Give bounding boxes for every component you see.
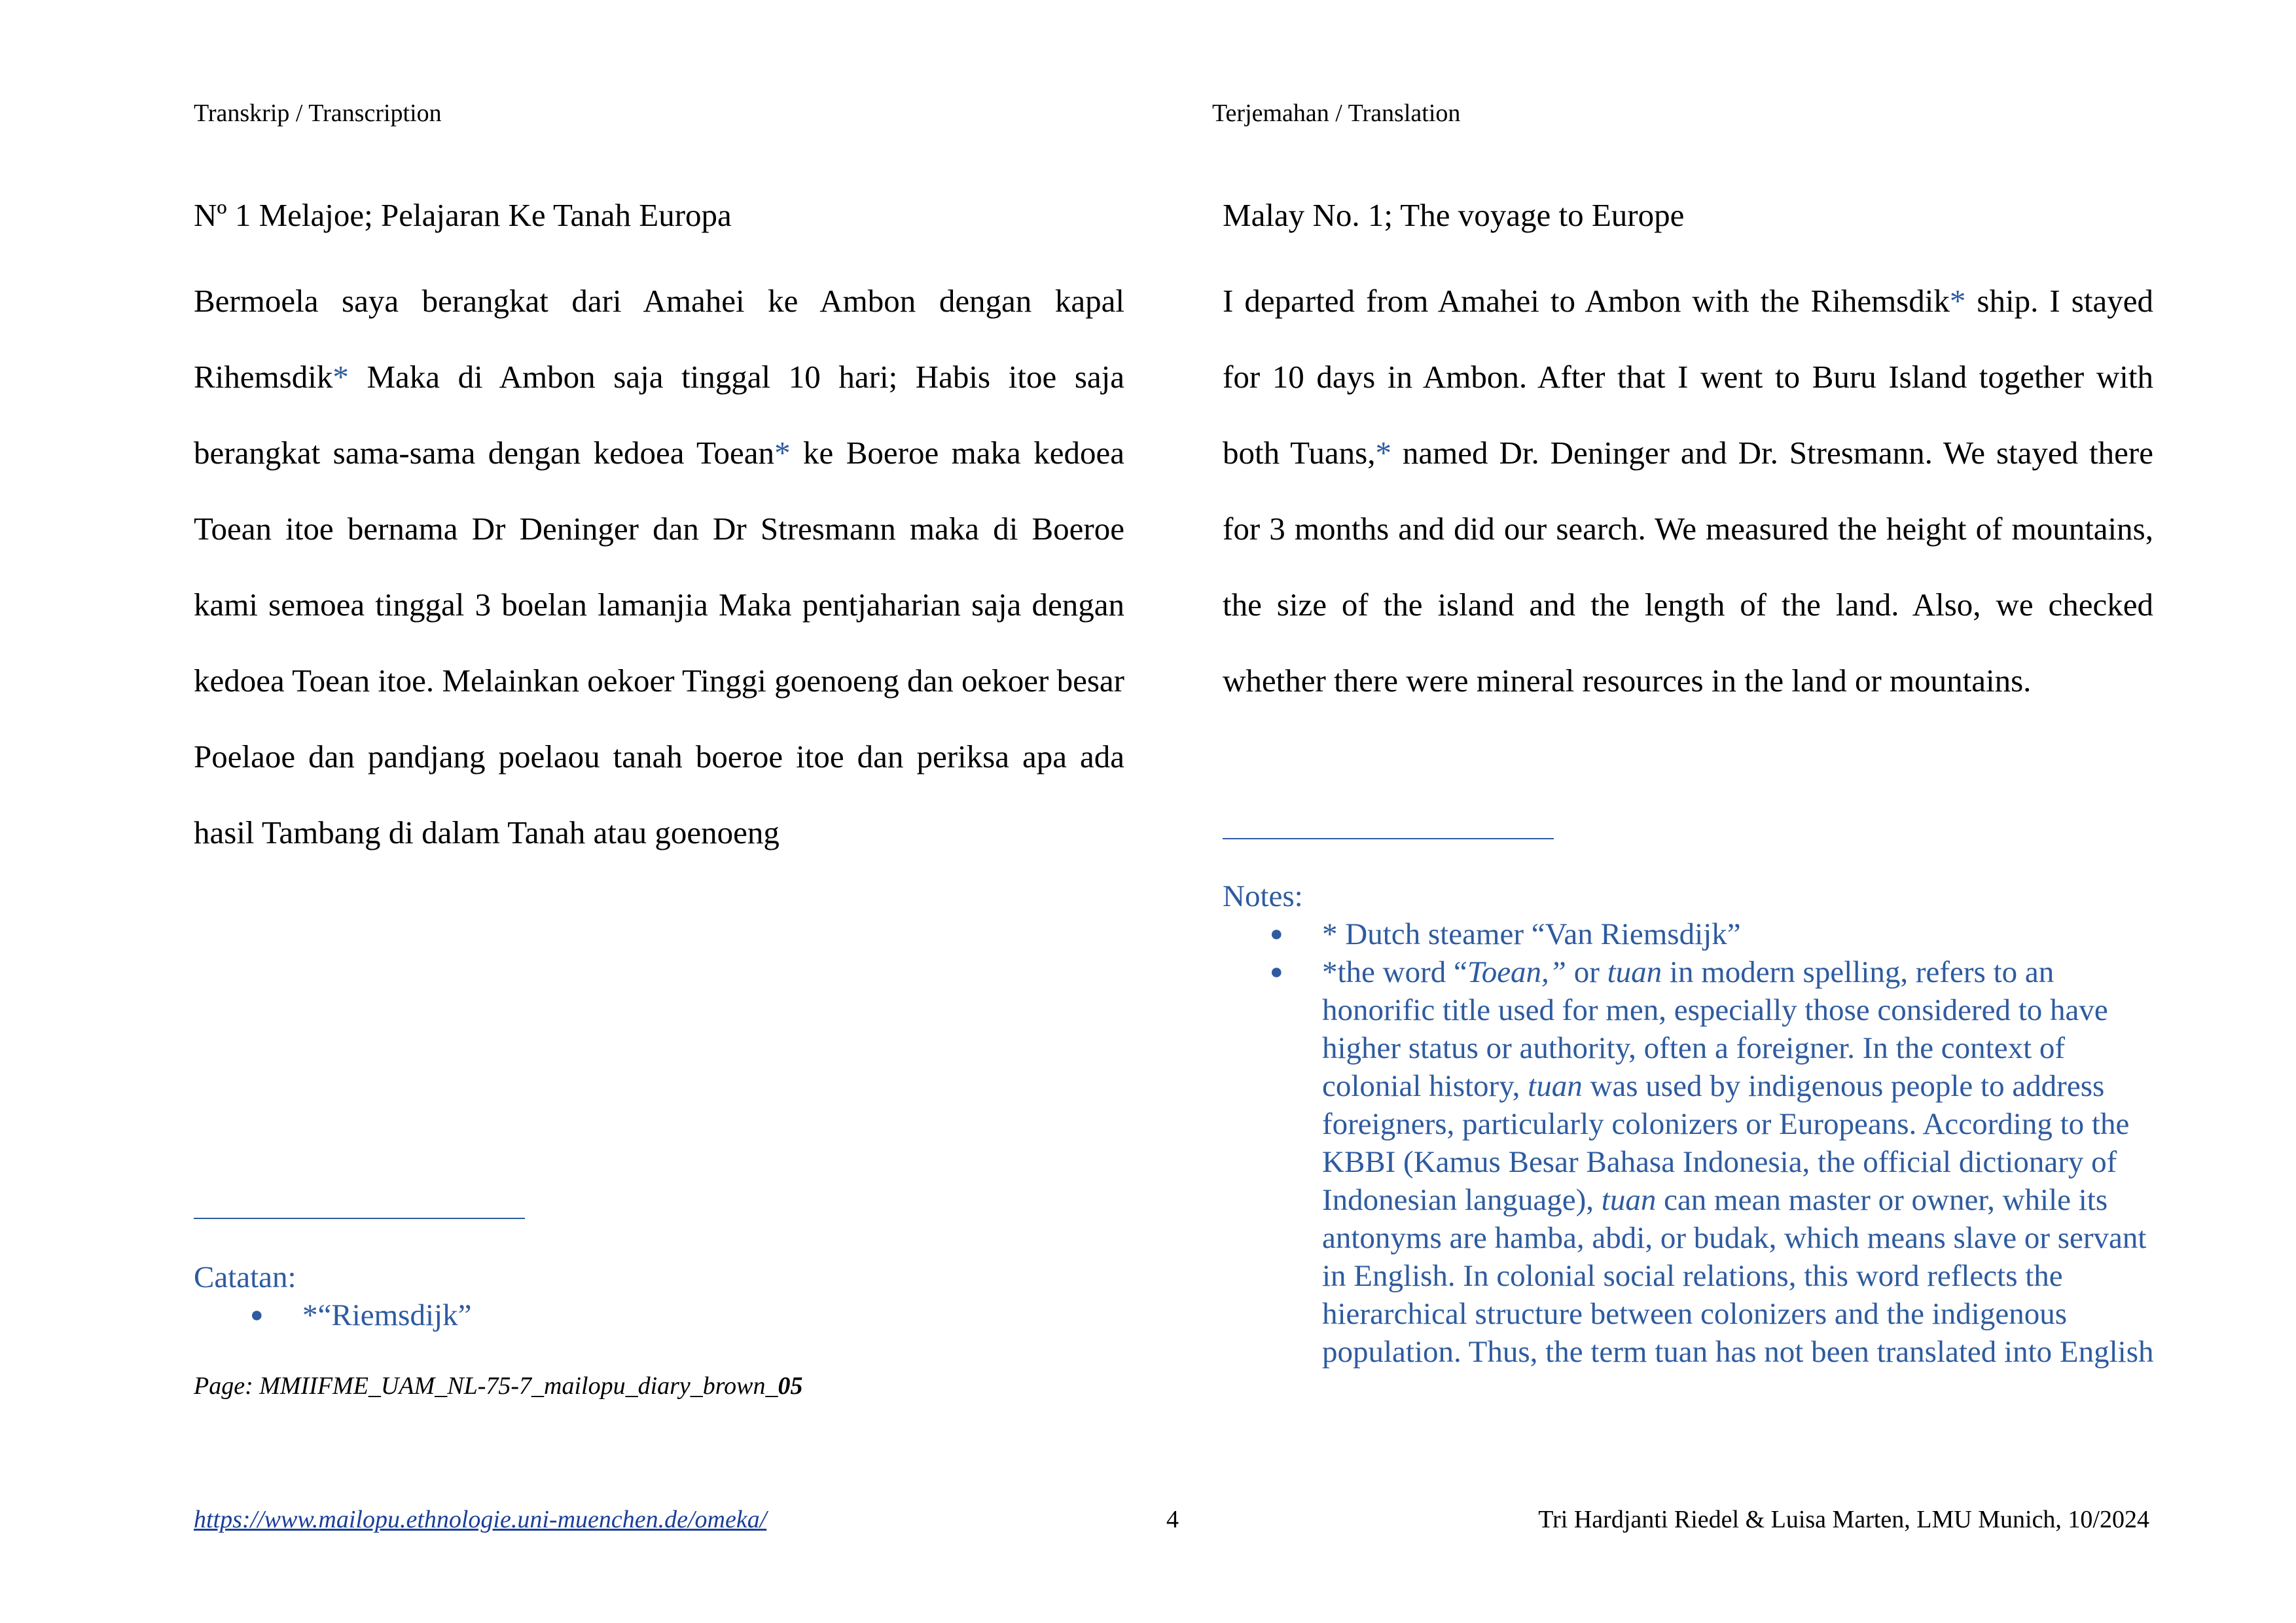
- note-italic-term: tuan: [1528, 1069, 1583, 1103]
- page-reference-prefix: Page: MMIIFME_UAM_NL-75-7_mailopu_diary_brown_: [194, 1372, 778, 1400]
- notes-label-left: Catatan:: [194, 1260, 296, 1294]
- note-item: [250, 1296, 1121, 1334]
- notes-divider-left: [194, 1218, 525, 1219]
- footer-link-container: [194, 1503, 766, 1536]
- translation-column: [1223, 191, 2153, 719]
- translation-title: Malay No. 1; The voyage to Europe: [1223, 197, 1685, 233]
- note-italic-term: Toean,”: [1467, 955, 1566, 989]
- note-text: *the word “: [1322, 955, 1467, 989]
- translation-text-2: ship. I stayed for 10 days in Ambon. After that I went to Buru Island together with both Tuans,: [1223, 283, 2153, 471]
- transcription-column: [194, 191, 1124, 871]
- note-text: was used by indigenous people to address foreigners, particularly colonizers or Europeans. According to the KBBI (Kamus Besar Bahasa Indonesia, the official dictionary of Indonesian language),: [1322, 1069, 2130, 1217]
- transcription-text-2: Maka di Ambon saja tinggal 10 hari; Habis itoe saja berangkat sama-sama dengan kedoea Toean: [194, 359, 1124, 471]
- footnote-marker: *: [1375, 435, 1391, 471]
- page-reference: [194, 1370, 803, 1402]
- translation-text-3: named Dr. Deninger and Dr. Stresmann. We stayed there for 3 months and did our search. We measured the height of mountains, the size of the island and the length of the land. Also, we checked whether there were mineral resources in the land or mountains.: [1223, 435, 2153, 699]
- note-text: in modern spelling, refers to an honorific title used for men, especially those considered to have higher status or authority, often a foreigner. In the context of colonial history,: [1322, 955, 2108, 1103]
- footnote-marker: *: [774, 435, 791, 471]
- note-italic-term: tuan: [1601, 1183, 1657, 1217]
- notes-list-left: [250, 1296, 1121, 1334]
- footnote-marker: *: [332, 359, 349, 395]
- note-text: *“Riemsdijk”: [302, 1298, 472, 1332]
- bullet-icon: ●: [250, 1303, 264, 1327]
- note-italic-term: tuan: [1607, 955, 1662, 989]
- note-item: [1270, 953, 2160, 1371]
- notes-list-right: [1270, 915, 2160, 1371]
- footer-credit: Tri Hardjanti Riedel & Luisa Marten, LMU Munich, 10/2024: [1538, 1506, 2149, 1533]
- bullet-icon: ●: [1270, 922, 1283, 946]
- notes-divider-right: [1223, 838, 1554, 839]
- translation-body: [1223, 263, 2153, 719]
- translation-text-1: I departed from Amahei to Ambon with the Rihemsdik: [1223, 283, 1950, 319]
- page-number: 4: [1166, 1506, 1179, 1533]
- notes-label-right: Notes:: [1223, 879, 1303, 913]
- note-text: or: [1566, 955, 1607, 989]
- note-item: [1270, 915, 2160, 953]
- footnote-marker: *: [1949, 283, 1966, 319]
- omeka-url-link[interactable]: https://www.mailopu.ethnologie.uni-muenchen.de/omeka/: [194, 1506, 767, 1533]
- translation-header: Terjemahan / Translation: [1212, 100, 1461, 127]
- transcription-text-3: ke Boeroe maka kedoea Toean itoe bernama Dr Deninger dan Dr Stresmann maka di Boeroe kami semoea tinggal 3 boelan lamanjia Maka pentjaharian saja dengan kedoea Toean itoe. Melainkan oekoer Tinggi goenoeng dan oekoer besar Poelaoe dan pandjang poelaou tanah boeroe itoe dan periksa apa ada hasil Tambang di dalam Tanah atau goenoeng: [194, 435, 1125, 850]
- transcription-text-1: Bermoela saya berangkat dari Amahei ke Ambon dengan kapal Rihemsdik: [194, 283, 1124, 395]
- transcription-body: [194, 263, 1124, 871]
- bullet-icon: ●: [1270, 960, 1283, 984]
- transcription-header: Transkrip / Transcription: [194, 100, 442, 127]
- page-reference-number: 05: [778, 1372, 803, 1400]
- transcription-title: Nº 1 Melajoe; Pelajaran Ke Tanah Europa: [194, 197, 732, 233]
- note-text: can mean master or owner, while its antonyms are hamba, abdi, or budak, which means slave or servant in English. In colonial social relations, this word reflects the hierarchical structure between colonizers and the indigenous population. Thus, the term tuan has not been translated into English: [1322, 1183, 2154, 1369]
- note-text: * Dutch steamer “Van Riemsdijk”: [1322, 917, 1741, 951]
